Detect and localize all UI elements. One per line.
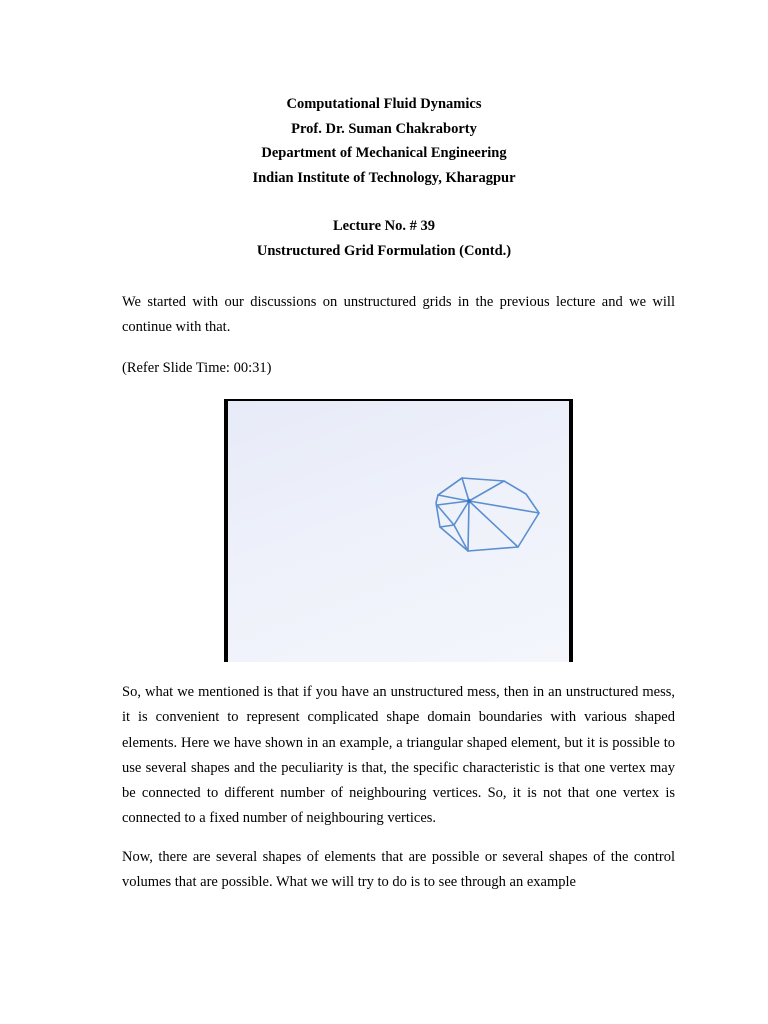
intro-paragraph: We started with our discussions on unstructured grids in the previous lecture and we will continue with that. xyxy=(122,294,675,336)
mesh-edge xyxy=(454,501,469,525)
course-title: Computational Fluid Dynamics xyxy=(286,96,482,112)
mesh-drawing xyxy=(228,401,569,662)
mesh-edge xyxy=(440,525,454,527)
document-header xyxy=(0,92,768,190)
mesh-edge xyxy=(468,501,469,551)
mesh-edge xyxy=(469,481,504,501)
mesh-edge xyxy=(438,478,462,495)
department-name: Department of Mechanical Engineering xyxy=(261,145,507,161)
lecture-heading xyxy=(0,214,768,263)
slide-whiteboard xyxy=(228,401,569,662)
lecture-number: Lecture No. # 39 xyxy=(332,218,436,234)
central-vertex xyxy=(467,499,471,503)
mesh-boundary xyxy=(436,478,539,551)
mesh-edge xyxy=(438,495,469,501)
lecture-title: Unstructured Grid Formulation (Contd.) xyxy=(256,242,512,259)
refer-slide-time: (Refer Slide Time: 00:31) xyxy=(122,360,272,376)
professor-name: Prof. Dr. Suman Chakraborty xyxy=(291,120,477,137)
lecture-slide-image xyxy=(224,399,573,662)
mesh-edge xyxy=(437,501,469,505)
main-paragraph: So, what we mentioned is that if you have an unstructured mess, then in an unstructured mess, it is convenient to represent complicated shape domain boundaries with various shaped elements. Here we have shown in an example, a triangular shaped element, but it is possible to use several shapes and the peculiarity is that, the specific characteristic is that one vertex may be connected to different number of neighbouring vertices. So, it is not that one vertex is connected to a fixed number of neighbouring vertices. xyxy=(122,684,675,827)
mesh-edge xyxy=(462,478,469,501)
closing-paragraph: Now, there are several shapes of elements that are possible or several shapes of the control volumes that are possible. What we will try to do is to see through an example xyxy=(122,849,675,891)
institute-name: Indian Institute of Technology, Kharagpur xyxy=(252,169,516,186)
